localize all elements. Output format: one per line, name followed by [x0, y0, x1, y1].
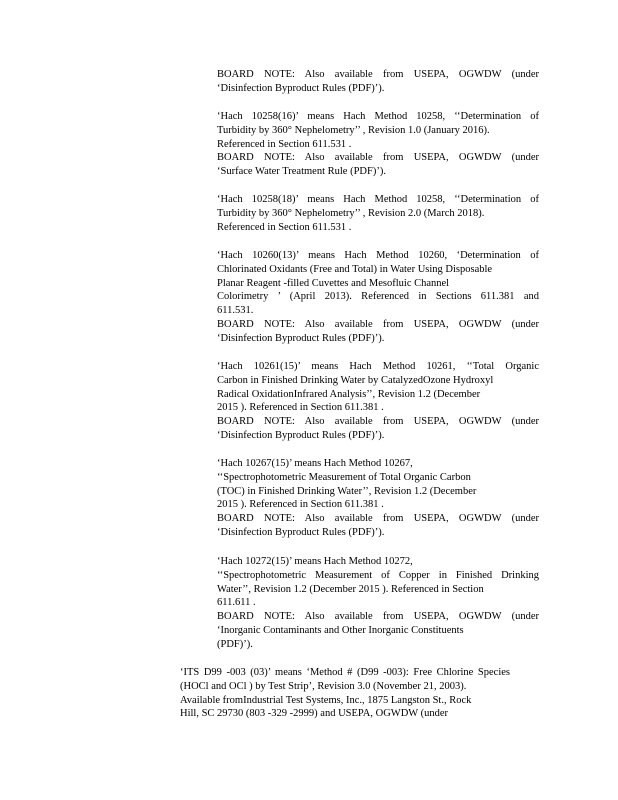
definition-hach-10272-15 [217, 555, 539, 652]
text-line: 611.531. [217, 305, 254, 317]
text-line: ‘Hach 10261(15)’ means Hach Method 10261, ‘‘Total Organic [217, 361, 539, 372]
text-line: Chlorinated Oxidants (Free and Total) in Water Using Disposable [217, 263, 493, 275]
text-line: Radical OxidationInfrared Analysis’’, Revision 1.2 (December [217, 388, 481, 400]
text-line: Hill, SC 29730 (803 -329 -2999) and USEPA, OGWDW (under [180, 708, 449, 720]
text-line: BOARD NOTE: Also available from USEPA, OGWDW (under [217, 513, 539, 525]
text-line: (PDF)’). [217, 638, 253, 650]
definition-hach-10261-15 [217, 360, 539, 443]
text-line: (TOC) in Finished Drinking Water’’, Revision 1.2 (December [217, 485, 477, 497]
definition-hach-10260-13 [217, 249, 539, 346]
text-line: Carbon in Finished Drinking Water by CatalyzedOzone Hydroxyl [217, 374, 494, 386]
text-line: ‘ITS D99 -003 (03)’ means ‘Method # (D99 -003): Free Chlorine Species [180, 667, 510, 678]
text-line: ‘Hach 10267(15)’ means Hach Method 10267, [217, 458, 413, 469]
text-line: ‘Hach 10260(13)’ means Hach Method 10260, ‘Determination of [217, 250, 539, 261]
text-line: 2015 ). Referenced in Section 611.381 . [217, 499, 384, 511]
text-line: ‘Hach 10258(18)’ means Hach Method 10258, ‘‘Determination of [217, 194, 539, 205]
text-line: Turbidity by 360° Nephelometry’’ , Revision 2.0 (March 2018). [217, 207, 485, 219]
text-line: ‘Disinfection Byproduct Rules (PDF)’). [217, 429, 385, 441]
text-line: ‘Disinfection Byproduct Rules (PDF)’). [217, 82, 385, 94]
text-line: 2015 ). Referenced in Section 611.381 . [217, 402, 384, 414]
text-line: BOARD NOTE: Also available from USEPA, OGWDW (under [217, 152, 539, 164]
text-line: ‘Inorganic Contaminants and Other Inorganic Constituents [217, 624, 464, 636]
text-line: ‘Surface Water Treatment Rule (PDF)’). [217, 166, 386, 178]
text-line: Referenced in Section 611.531 . [217, 221, 352, 233]
text-line: ‘Hach 10258(16)’ means Hach Method 10258, ‘‘Determination of [217, 111, 539, 122]
text-line: Colorimetry ’ (April 2013). Referenced in Sections 611.381 and [217, 291, 539, 303]
text-line: ‘Hach 10272(15)’ means Hach Method 10272, [217, 556, 413, 567]
text-line: Available fromIndustrial Test Systems, Inc., 1875 Langston St., Rock [180, 694, 472, 706]
text-line: ‘‘Spectrophotometric Measurement of Total Organic Carbon [217, 471, 471, 483]
text-line: Referenced in Section 611.531 . [217, 138, 352, 150]
text-line: Turbidity by 360° Nephelometry’’ , Revision 1.0 (January 2016). [217, 124, 490, 136]
text-line: BOARD NOTE: Also available from USEPA, OGWDW (under [217, 69, 539, 80]
definition-hach-10258-18 [217, 193, 539, 234]
text-line: ‘Disinfection Byproduct Rules (PDF)’). [217, 332, 385, 344]
text-line: (HOCl and OCl ) by Test Strip’, Revision 3.0 (November 21, 2003). [180, 680, 467, 692]
definition-hach-10258-16 [217, 110, 539, 179]
definition-hach-10267-15 [217, 457, 539, 540]
text-line: ‘‘Spectrophotometric Measurement of Copper in Finished Drinking [217, 569, 539, 581]
text-line: Planar Reagent -filled Cuvettes and Mesofluic Channel [217, 277, 450, 289]
text-line: 611.611 . [217, 597, 256, 609]
text-line: BOARD NOTE: Also available from USEPA, OGWDW (under [217, 416, 539, 428]
text-line: BOARD NOTE: Also available from USEPA, OGWDW (under [217, 318, 539, 330]
text-line: BOARD NOTE: Also available from USEPA, OGWDW (under [217, 611, 539, 623]
definition-its-d99-003 [180, 666, 510, 721]
text-line: ‘Disinfection Byproduct Rules (PDF)’). [217, 526, 385, 538]
text-line: Water’’, Revision 1.2 (December 2015 ). Referenced in Section [217, 583, 484, 595]
definition-board-note [217, 68, 539, 96]
